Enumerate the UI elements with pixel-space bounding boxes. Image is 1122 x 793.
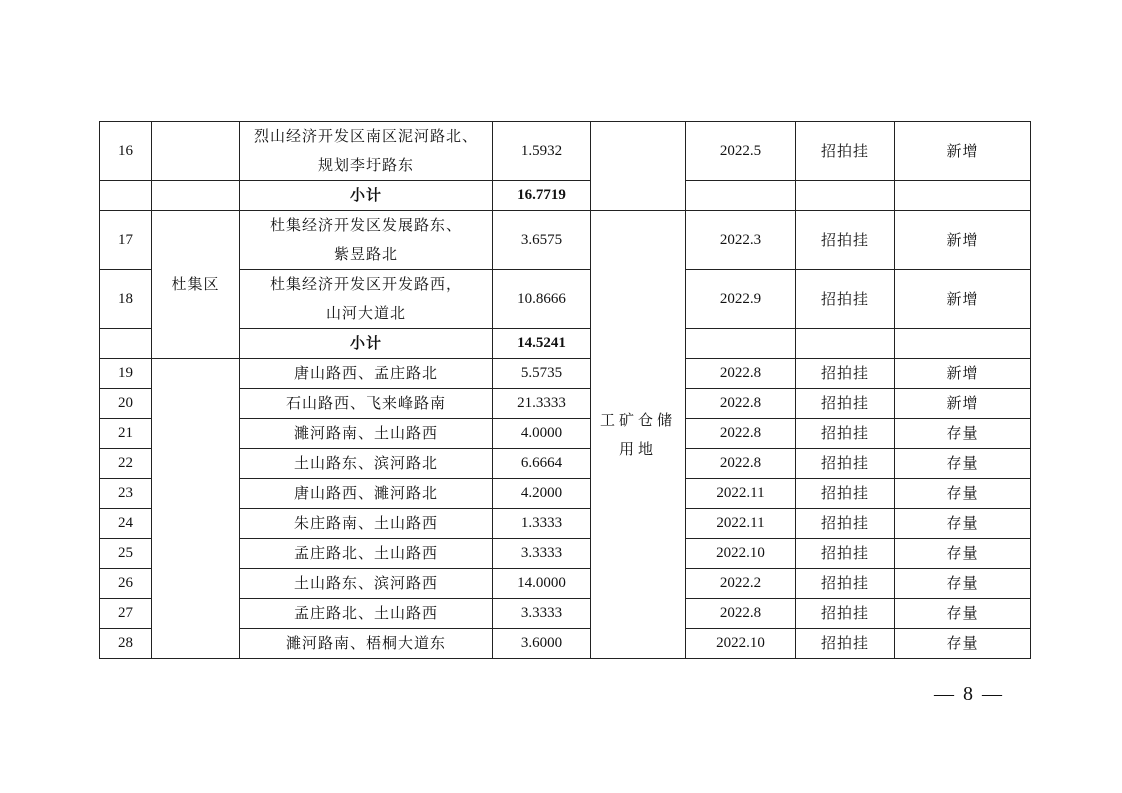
status-cell: 存量 <box>895 569 1031 599</box>
method-cell: 招拍挂 <box>796 419 895 449</box>
row-number: 20 <box>100 389 152 419</box>
status-cell: 存量 <box>895 509 1031 539</box>
purpose-cell <box>591 211 686 659</box>
method-cell <box>796 181 895 211</box>
location-line: 规划李圩路东 <box>317 156 414 174</box>
status-cell: 新增 <box>895 122 1031 181</box>
location-line: 杜集经济开发区发展路东、 <box>269 216 462 234</box>
status-cell: 存量 <box>895 599 1031 629</box>
date-cell: 2022.3 <box>686 211 796 270</box>
status-cell: 存量 <box>895 449 1031 479</box>
location-cell: 濉河路南、梧桐大道东 <box>240 629 493 659</box>
district-cell <box>152 181 240 211</box>
date-cell: 2022.8 <box>686 419 796 449</box>
page-number: — 8 — <box>934 683 1004 705</box>
subtotal-label: 小计 <box>240 329 493 359</box>
status-cell: 新增 <box>895 359 1031 389</box>
row-number: 22 <box>100 449 152 479</box>
method-cell: 招拍挂 <box>796 569 895 599</box>
row-number: 27 <box>100 599 152 629</box>
location-line: 杜集经济开发区开发路西， <box>269 275 462 293</box>
location-cell: 孟庄路北、土山路西 <box>240 599 493 629</box>
area-cell: 4.2000 <box>493 479 591 509</box>
date-cell: 2022.10 <box>686 629 796 659</box>
row-number: 24 <box>100 509 152 539</box>
date-cell <box>686 329 796 359</box>
table-row <box>100 569 1031 599</box>
table-row <box>100 211 1031 270</box>
location-cell: 孟庄路北、土山路西 <box>240 539 493 569</box>
area-cell: 6.6664 <box>493 449 591 479</box>
location-line: 烈山经济开发区南区泥河路北、 <box>253 127 478 145</box>
status-cell: 新增 <box>895 389 1031 419</box>
date-cell: 2022.11 <box>686 479 796 509</box>
location-cell <box>240 211 493 270</box>
method-cell: 招拍挂 <box>796 270 895 329</box>
area-cell: 3.6575 <box>493 211 591 270</box>
area-cell: 3.6000 <box>493 629 591 659</box>
row-number: 23 <box>100 479 152 509</box>
method-cell: 招拍挂 <box>796 509 895 539</box>
district-cell <box>152 359 240 659</box>
date-cell: 2022.8 <box>686 599 796 629</box>
row-number: 21 <box>100 419 152 449</box>
location-cell: 唐山路西、濉河路北 <box>240 479 493 509</box>
table-row <box>100 509 1031 539</box>
method-cell: 招拍挂 <box>796 211 895 270</box>
table-row <box>100 270 1031 329</box>
row-number: 19 <box>100 359 152 389</box>
method-cell <box>796 329 895 359</box>
purpose-line: 工矿仓储 <box>599 410 676 429</box>
table-row <box>100 449 1031 479</box>
method-cell: 招拍挂 <box>796 359 895 389</box>
method-cell: 招拍挂 <box>796 539 895 569</box>
subtotal-row <box>100 181 1031 211</box>
location-cell <box>240 122 493 181</box>
row-number <box>100 329 152 359</box>
location-cell <box>240 270 493 329</box>
row-number: 25 <box>100 539 152 569</box>
table-row <box>100 539 1031 569</box>
date-cell: 2022.2 <box>686 569 796 599</box>
method-cell: 招拍挂 <box>796 629 895 659</box>
district-cell: 杜集区 <box>152 211 240 359</box>
status-cell: 存量 <box>895 419 1031 449</box>
area-cell: 14.0000 <box>493 569 591 599</box>
date-cell: 2022.5 <box>686 122 796 181</box>
area-cell: 21.3333 <box>493 389 591 419</box>
table-row <box>100 122 1031 181</box>
status-cell <box>895 181 1031 211</box>
location-cell: 土山路东、滨河路北 <box>240 449 493 479</box>
subtotal-area: 16.7719 <box>493 181 591 211</box>
location-cell: 朱庄路南、土山路西 <box>240 509 493 539</box>
date-cell: 2022.10 <box>686 539 796 569</box>
location-line: 山河大道北 <box>325 304 406 322</box>
area-cell: 1.3333 <box>493 509 591 539</box>
area-cell: 4.0000 <box>493 419 591 449</box>
table-row <box>100 389 1031 419</box>
subtotal-label: 小计 <box>240 181 493 211</box>
area-cell: 5.5735 <box>493 359 591 389</box>
date-cell: 2022.11 <box>686 509 796 539</box>
purpose-cell <box>591 122 686 211</box>
purpose-line: 用地 <box>618 439 657 458</box>
method-cell: 招拍挂 <box>796 122 895 181</box>
status-cell: 存量 <box>895 479 1031 509</box>
location-cell: 濉河路南、土山路西 <box>240 419 493 449</box>
area-cell: 1.5932 <box>493 122 591 181</box>
location-cell: 石山路西、飞来峰路南 <box>240 389 493 419</box>
status-cell <box>895 329 1031 359</box>
row-number: 17 <box>100 211 152 270</box>
date-cell: 2022.8 <box>686 359 796 389</box>
subtotal-row <box>100 329 1031 359</box>
date-cell: 2022.9 <box>686 270 796 329</box>
status-cell: 存量 <box>895 629 1031 659</box>
row-number: 28 <box>100 629 152 659</box>
area-cell: 3.3333 <box>493 599 591 629</box>
row-number: 16 <box>100 122 152 181</box>
table-row <box>100 479 1031 509</box>
row-number: 18 <box>100 270 152 329</box>
date-cell: 2022.8 <box>686 449 796 479</box>
status-cell: 新增 <box>895 270 1031 329</box>
row-number: 26 <box>100 569 152 599</box>
method-cell: 招拍挂 <box>796 599 895 629</box>
subtotal-area: 14.5241 <box>493 329 591 359</box>
method-cell: 招拍挂 <box>796 449 895 479</box>
location-cell: 土山路东、滨河路西 <box>240 569 493 599</box>
location-line: 紫昱路北 <box>333 245 398 263</box>
area-cell: 10.8666 <box>493 270 591 329</box>
land-supply-table <box>99 121 1031 659</box>
table-row <box>100 599 1031 629</box>
status-cell: 存量 <box>895 539 1031 569</box>
date-cell: 2022.8 <box>686 389 796 419</box>
location-cell: 唐山路西、孟庄路北 <box>240 359 493 389</box>
row-number <box>100 181 152 211</box>
status-cell: 新增 <box>895 211 1031 270</box>
table-row <box>100 629 1031 659</box>
district-cell <box>152 122 240 181</box>
table-row <box>100 359 1031 389</box>
date-cell <box>686 181 796 211</box>
table-row <box>100 419 1031 449</box>
area-cell: 3.3333 <box>493 539 591 569</box>
method-cell: 招拍挂 <box>796 389 895 419</box>
method-cell: 招拍挂 <box>796 479 895 509</box>
